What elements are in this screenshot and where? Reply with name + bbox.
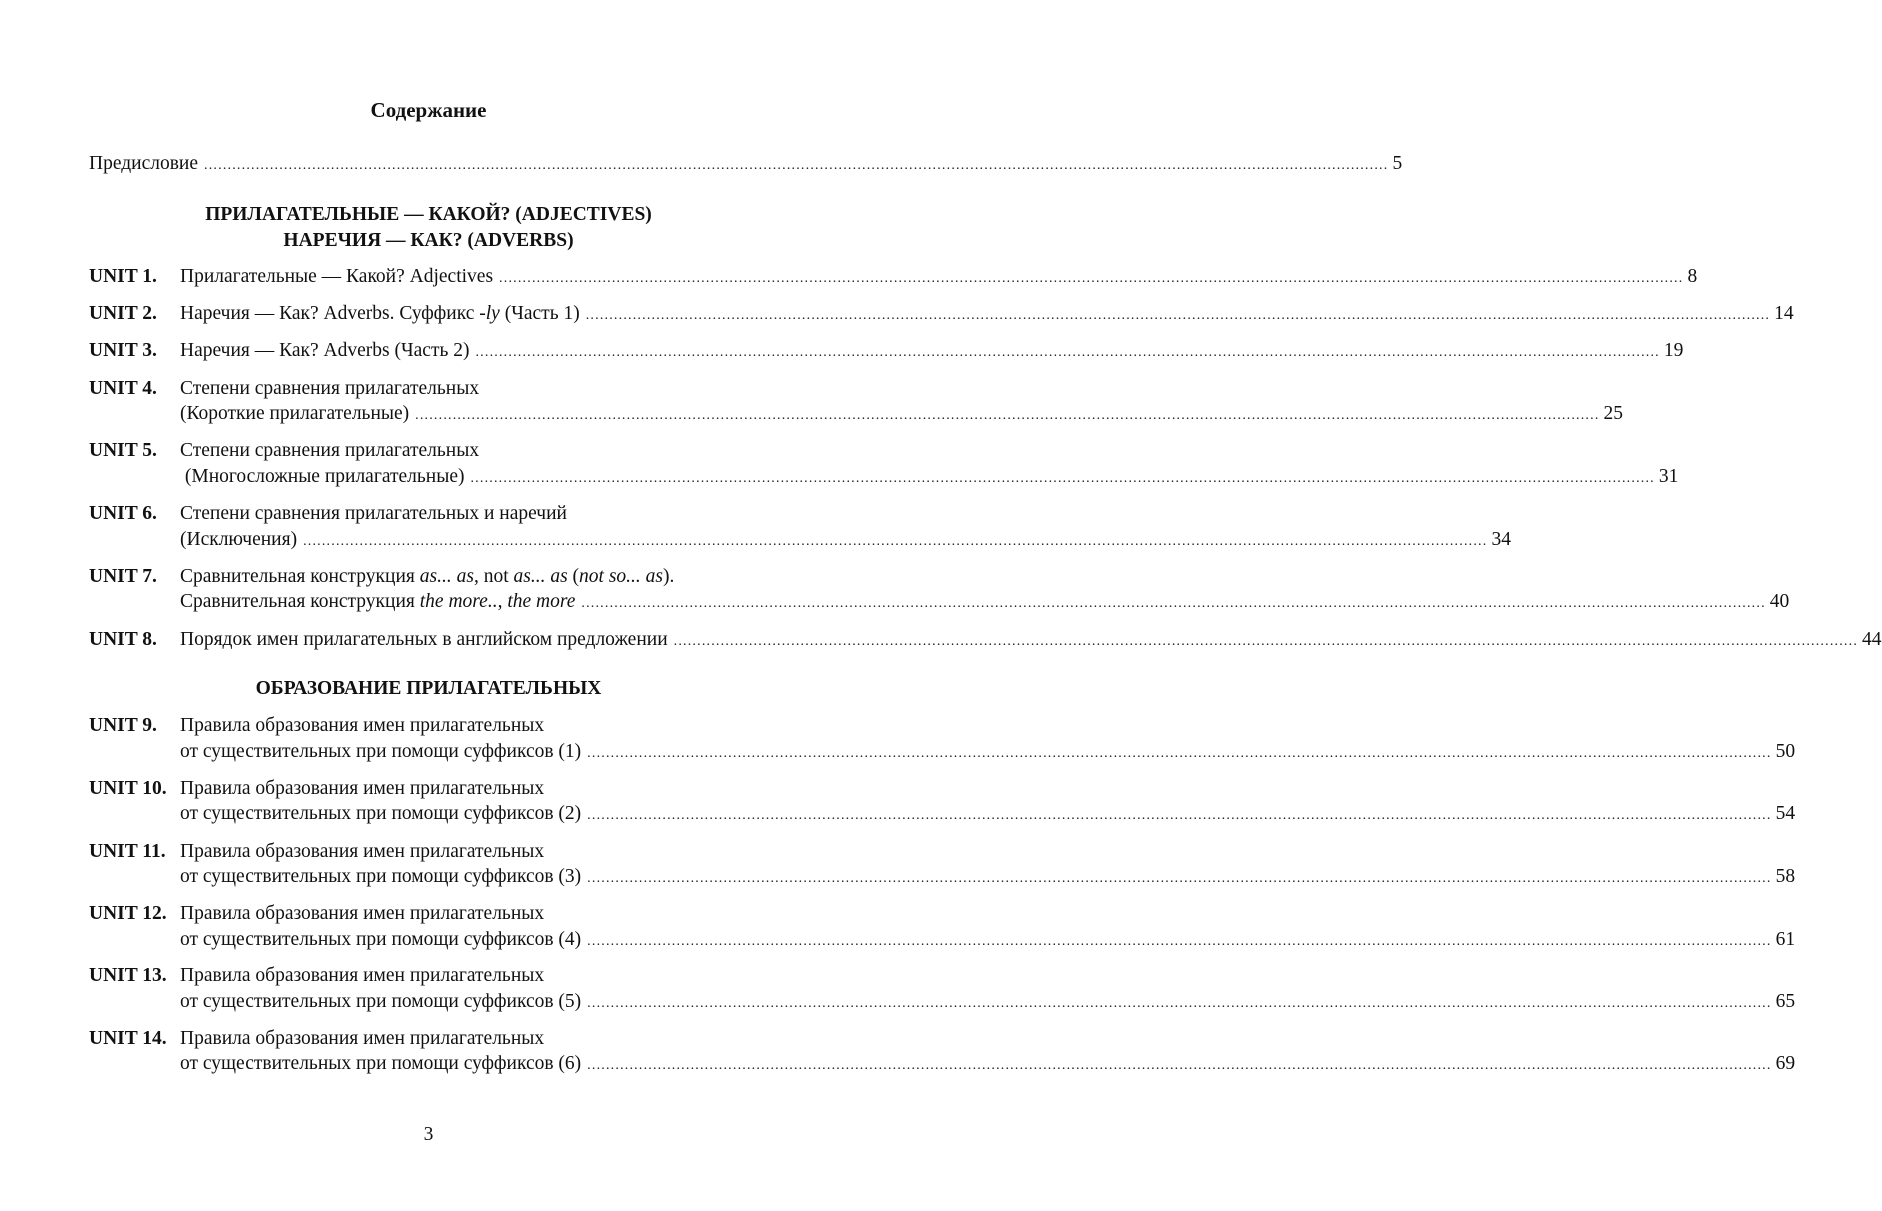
page-number: 34 — [1491, 529, 1511, 550]
toc-entry-unit-11-cont[interactable] — [89, 865, 1796, 889]
page-folio: 3 — [423, 1124, 434, 1145]
dot-leader — [587, 804, 1771, 828]
dot-leader — [470, 467, 1654, 491]
entry-title: Правила образования имен прилагательных — [180, 1028, 545, 1049]
dot-leader — [581, 592, 1765, 616]
page-number: 8 — [1687, 266, 1698, 287]
page-number: 58 — [1775, 866, 1796, 887]
entry-title: от существительных при помощи суффиксов (5) — [180, 991, 582, 1012]
section-heading-line: ОБРАЗОВАНИЕ ПРИЛАГАТЕЛЬНЫХ — [255, 678, 602, 699]
toc-entry-unit-8[interactable] — [89, 628, 1882, 652]
entry-title: Правила образования имен прилагательных — [180, 715, 545, 736]
toc-entry-unit-5-cont[interactable] — [89, 465, 1679, 489]
unit-label: UNIT 13. — [89, 965, 167, 986]
page-number: 61 — [1775, 929, 1796, 950]
page-title: Содержание — [370, 98, 487, 122]
dot-leader — [674, 630, 1858, 654]
unit-label: UNIT 1. — [89, 266, 157, 287]
toc-entry-unit-13-cont[interactable] — [89, 990, 1796, 1014]
section-heading-line: ПРИЛАГАТЕЛЬНЫЕ — КАКОЙ? (ADJECTIVES) — [205, 204, 652, 225]
toc-entry-unit-5[interactable] — [89, 439, 747, 463]
unit-label: UNIT 5. — [89, 440, 157, 461]
page-number: 54 — [1775, 803, 1796, 824]
toc-entry-unit-9-cont[interactable] — [89, 740, 1796, 764]
entry-title: (Короткие прилагательные) — [180, 403, 410, 424]
page-number: 31 — [1658, 466, 1679, 487]
unit-label: UNIT 14. — [89, 1028, 167, 1049]
entry-title: Правила образования имен прилагательных — [180, 841, 545, 862]
dot-leader — [587, 992, 1771, 1016]
entry-title: Степени сравнения прилагательных — [180, 440, 480, 461]
entry-title: от существительных при помощи суффиксов (4) — [180, 929, 582, 950]
toc-entry-unit-7[interactable] — [89, 565, 747, 589]
toc-entry-unit-7-cont[interactable] — [89, 590, 1790, 614]
toc-entry-unit-9[interactable] — [89, 714, 747, 738]
unit-label: UNIT 12. — [89, 903, 167, 924]
dot-leader — [499, 267, 1683, 291]
toc-entry-unit-4[interactable] — [89, 377, 747, 401]
toc-entry-unit-6[interactable] — [89, 502, 747, 526]
unit-label: UNIT 6. — [89, 503, 157, 524]
toc-entry-unit-4-cont[interactable] — [89, 402, 1624, 426]
page-number: 65 — [1775, 991, 1796, 1012]
toc-entry-unit-12-cont[interactable] — [89, 928, 1796, 952]
entry-title: Прилагательные — Какой? Adjectives — [180, 266, 494, 287]
unit-label: UNIT 10. — [89, 778, 167, 799]
entry-title: (Исключения) — [180, 529, 298, 550]
unit-label: UNIT 9. — [89, 715, 157, 736]
page-number: 5 — [1392, 153, 1403, 174]
unit-label: UNIT 11. — [89, 841, 166, 862]
unit-label: UNIT 4. — [89, 378, 157, 399]
entry-title: Порядок имен прилагательных в английском предложении — [180, 629, 668, 650]
toc-entry-unit-6-cont[interactable] — [89, 528, 1511, 552]
entry-title: от существительных при помощи суффиксов (3) — [180, 866, 582, 887]
dot-leader — [586, 304, 1770, 328]
page-number: 19 — [1663, 340, 1684, 361]
entry-title: Наречия — Как? Adverbs. Суффикс -ly (Часть 1) — [180, 303, 580, 324]
toc-entry-unit-13[interactable] — [89, 964, 747, 988]
unit-label: UNIT 8. — [89, 629, 157, 650]
toc-entry-unit-10[interactable] — [89, 777, 747, 801]
toc-entry-unit-14-cont[interactable] — [89, 1052, 1796, 1076]
page-number: 69 — [1775, 1053, 1796, 1074]
entry-title: от существительных при помощи суффиксов (6) — [180, 1053, 582, 1074]
entry-title: (Многосложные прилагательные) — [180, 466, 465, 487]
dot-leader — [587, 742, 1771, 766]
page-number: 40 — [1769, 591, 1790, 612]
entry-title: Наречия — Как? Adverbs (Часть 2) — [180, 340, 470, 361]
toc-entry-unit-11[interactable] — [89, 840, 747, 864]
dot-leader — [587, 930, 1771, 954]
page-number: 25 — [1603, 403, 1624, 424]
unit-label: UNIT 7. — [89, 566, 157, 587]
unit-label: UNIT 3. — [89, 340, 157, 361]
entry-title: от существительных при помощи суффиксов (1) — [180, 741, 582, 762]
dot-leader — [475, 341, 1659, 365]
toc-entry-unit-10-cont[interactable] — [89, 802, 1796, 826]
toc-entry-unit-14[interactable] — [89, 1027, 747, 1051]
dot-leader — [587, 1054, 1771, 1078]
page-number: 50 — [1775, 741, 1796, 762]
toc-entry-unit-3[interactable] — [89, 339, 1684, 363]
entry-title: Правила образования имен прилагательных — [180, 903, 545, 924]
unit-label: UNIT 2. — [89, 303, 157, 324]
toc-entry-unit-2[interactable] — [89, 302, 1794, 326]
entry-title: Степени сравнения прилагательных — [180, 378, 480, 399]
entry-title: Правила образования имен прилагательных — [180, 965, 545, 986]
dot-leader — [587, 867, 1771, 891]
section-heading-line: НАРЕЧИЯ — КАК? (ADVERBS) — [283, 230, 574, 251]
entry-title: Предисловие — [89, 153, 199, 174]
dot-leader — [415, 404, 1599, 428]
toc-entry-preface[interactable] — [89, 152, 1403, 176]
entry-title: от существительных при помощи суффиксов (2) — [180, 803, 582, 824]
dot-leader — [204, 154, 1388, 178]
toc-entry-unit-12[interactable] — [89, 902, 747, 926]
page-number: 14 — [1774, 303, 1794, 324]
entry-title: Сравнительная конструкция as... as, not as... as (not so... as). — [180, 566, 675, 587]
entry-title: Правила образования имен прилагательных — [180, 778, 545, 799]
dot-leader — [303, 530, 1487, 554]
toc-entry-unit-1[interactable] — [89, 265, 1698, 289]
page-number: 44 — [1862, 629, 1882, 650]
entry-title: Степени сравнения прилагательных и наречий — [180, 503, 567, 524]
entry-title: Сравнительная конструкция the more.., the more — [180, 591, 576, 612]
